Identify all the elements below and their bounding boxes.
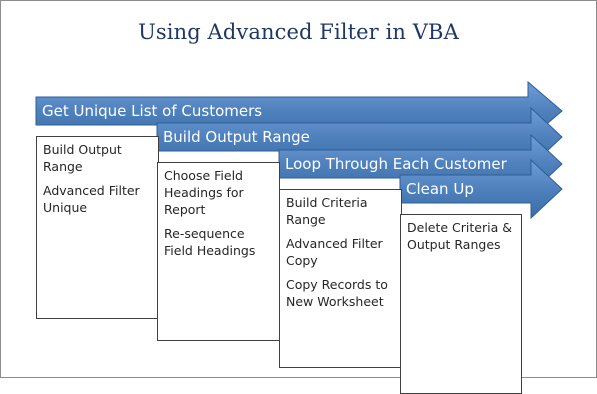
step-label: Build Output Range [163,128,310,146]
step-label: Get Unique List of Customers [42,102,263,120]
step-item: Re-sequence Field Headings [164,226,256,258]
step-item: Delete Criteria & Output Ranges [407,220,512,252]
step-item: Advanced Filter Unique [43,183,140,215]
step-label: Clean Up [406,180,474,198]
diagram-title: Using Advanced Filter in VBA [138,20,459,44]
step-label: Loop Through Each Customer [285,155,507,173]
step-items [286,194,397,310]
step-box [279,189,402,368]
step-box [36,136,159,319]
step-items [407,219,517,253]
step-box [157,162,280,341]
step-box [400,214,522,394]
step-item: Build Criteria Range [286,195,368,227]
step-item: Advanced Filter Copy [286,236,383,268]
step-items [164,167,275,259]
step-items [43,141,154,216]
step-item: Build Output Range [43,142,122,174]
step-item: Copy Records to New Worksheet [286,277,388,309]
step-item: Choose Field Headings for Report [164,168,244,217]
